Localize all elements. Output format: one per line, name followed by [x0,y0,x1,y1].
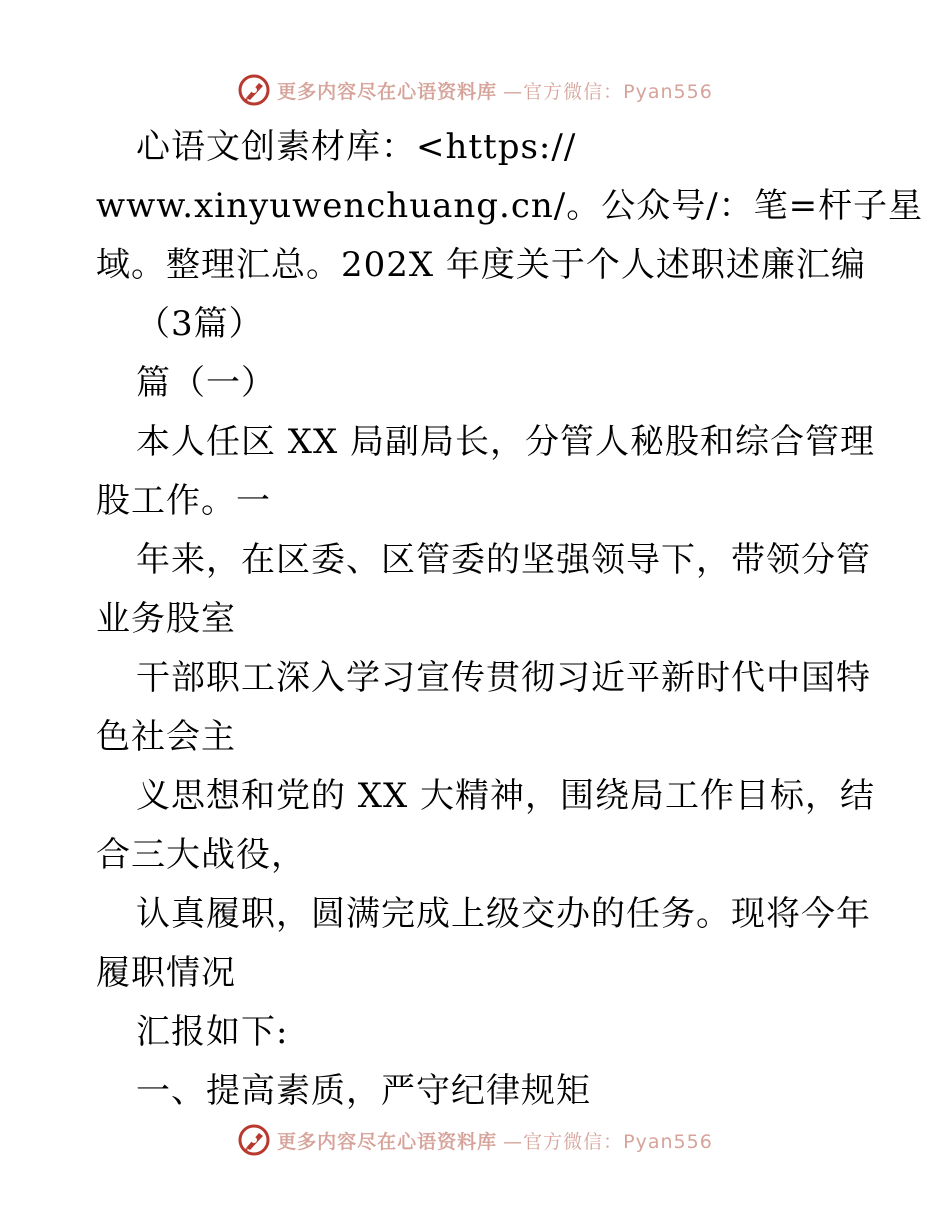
text-line: 年来，在区委、区管委的坚强领导下，带领分管 [136,540,871,580]
text-line: www.xinyuwenchuang.cn/。公众号/：笔=杆子星 [96,186,924,226]
text-line: 合三大战役， [96,835,306,875]
footer-watermark-banner [0,1120,950,1160]
text-line: 干部职工深入学习宣传贯彻习近平新时代中国特 [136,658,871,698]
text-line: （3篇） [136,304,264,344]
text-line: 业务股室 [96,599,236,639]
document-body [96,118,924,1121]
banner-wechat: —官方微信：Pyan556 [503,80,713,103]
text-line: 汇报如下: [136,1012,289,1052]
text-line: 股工作。一 [96,481,271,521]
text-line: 色社会主 [96,717,236,757]
text-line: 域。整理汇总。202X 年度关于个人述职述廉汇编 [96,245,866,285]
banner-text: 更多内容尽在心语资料库 [277,1130,498,1153]
banner-text: 更多内容尽在心语资料库 [277,80,498,103]
text-line: 义思想和党的 XX 大精神，围绕局工作目标，结 [136,776,876,816]
pen-logo-icon [237,1123,271,1157]
header-watermark-banner [0,70,950,110]
text-line: 一、提高素质，严守纪律规矩 [136,1071,591,1111]
text-line: 认真履职，圆满完成上级交办的任务。现将今年 [136,894,871,934]
banner-wechat: —官方微信：Pyan556 [503,1130,713,1153]
text-line: 履职情况 [96,953,236,993]
pen-logo-icon [237,73,271,107]
text-line: 本人任区 XX 局副局长，分管人秘股和综合管理 [136,422,876,462]
text-line: 心语文创素材库：<https:// [136,127,577,167]
text-line: 篇（一） [136,363,276,403]
